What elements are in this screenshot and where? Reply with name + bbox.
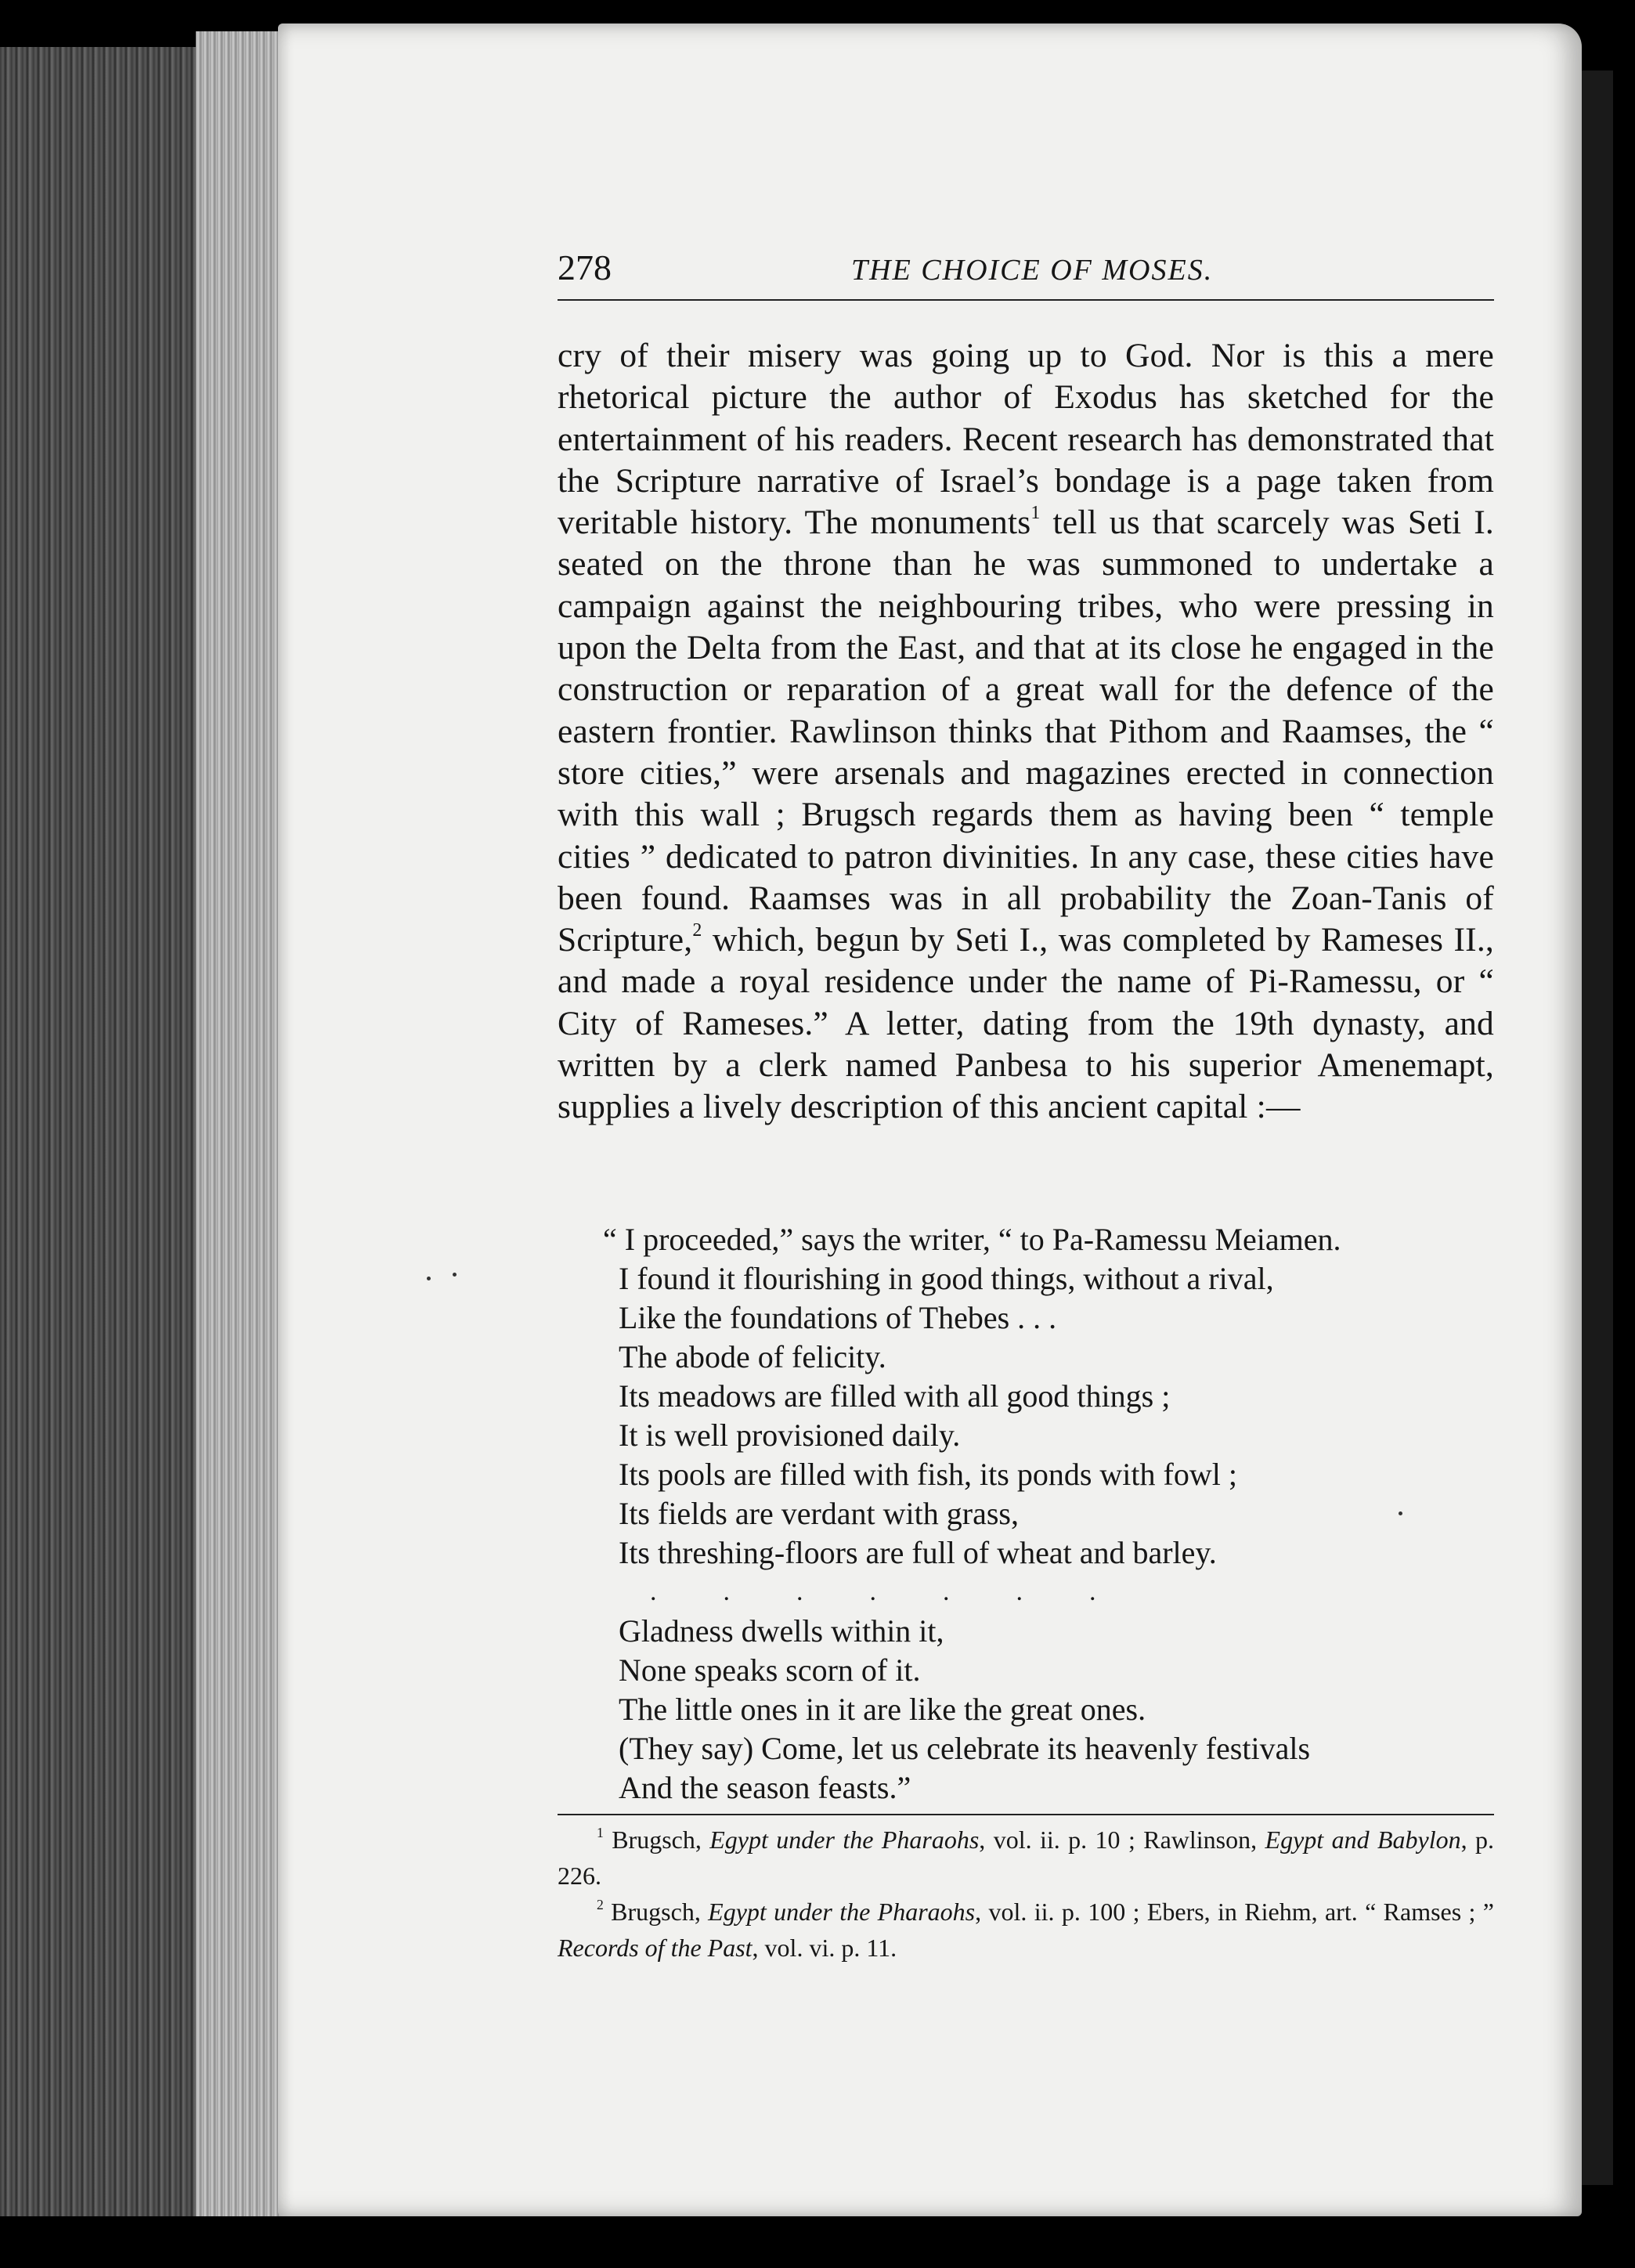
facing-page-edge xyxy=(1582,70,1613,2185)
footnote-text: , vol. vi. p. 11. xyxy=(752,1934,897,1962)
footnote-text: Brugsch, xyxy=(603,1826,710,1854)
footnote-1 xyxy=(558,1822,1494,1894)
header-rule xyxy=(558,299,1494,301)
poem-line: The little ones in it are like the great ones. xyxy=(619,1692,1146,1727)
footnote-ref-1[interactable]: 1 xyxy=(1030,503,1041,524)
footnote-text: , p. 226. xyxy=(558,1826,1495,1890)
footnote-mark: 1 xyxy=(597,1824,604,1840)
body-text-part: tell us that scarcely was Seti I. seated on the throne than he was summoned to undertake a campaign against the neighbouring tribes, who were pressing in upon the Delta from the East, and that at its close he engaged in the construction or reparation of a great wall for the defence of the eastern frontier. Rawlinson thinks that Pithom and Raamses, the “ store cities,” were arsenals and magazines erected in connection with this wall ; Brugsch regards them as having been “ temple cities ” dedicated to patron divinities. In any case, these cities have been found. Raamses was in all probability the Zoan-Tanis of Scripture, xyxy=(558,504,1494,959)
poem-line: Its fields are verdant with grass, xyxy=(619,1496,1019,1531)
poem-line: The abode of felicity. xyxy=(619,1339,886,1374)
poem-line: And the season feasts.” xyxy=(619,1770,911,1805)
poem-line: It is well provisioned daily. xyxy=(619,1418,961,1453)
poem-line: “ I proceeded,” says the writer, “ to Pa-Ramessu Meiamen. xyxy=(603,1222,1341,1257)
page-number: 278 xyxy=(558,247,612,287)
footnote-text: , vol. ii. p. 100 ; Ebers, in Riehm, art. “ Ramses ; ” xyxy=(975,1898,1494,1926)
footnote-text: Brugsch, xyxy=(603,1898,709,1926)
poem-line: Its threshing-floors are full of wheat and barley. xyxy=(619,1535,1217,1570)
footnote-mark: 2 xyxy=(597,1896,604,1912)
paper-speck xyxy=(1399,1511,1402,1515)
poem-line: Gladness dwells within it, xyxy=(619,1613,944,1649)
footnote-ref-2[interactable]: 2 xyxy=(692,920,702,941)
footnote-title: Egypt and Babylon xyxy=(1265,1826,1461,1854)
poem-line: (They say) Come, let us celebrate its heavenly festivals xyxy=(619,1731,1311,1766)
poem-line: Its pools are filled with fish, its ponds with fowl ; xyxy=(619,1457,1237,1492)
quoted-poem xyxy=(603,1220,1480,1808)
body-text-part: cry of their misery was going up to God. Nor is this a mere rhetorical picture the author of Exodus has sketched for the entertainment of his readers. Recent research has demonstrated that the Scripture narrative of Israel’s bondage is a page taken from veritable history. The monuments xyxy=(558,337,1494,542)
footnote-title: Egypt under the Pharaohs xyxy=(709,1826,980,1854)
footnote-rule xyxy=(558,1814,1494,1815)
footnote-title: Egypt under the Pharaohs xyxy=(708,1898,976,1926)
body-text-part: which, begun by Seti I., was completed by Rameses II., and made a royal residence under the name of Pi-Ramessu, or “ City of Rameses.” A letter, dating from the 19th dynasty, and written by a clerk named Panbesa to his superior Amenemapt, supplies a lively description of this ancient capital :— xyxy=(558,921,1494,1126)
footnote-text: , vol. ii. p. 10 ; Rawlinson, xyxy=(979,1826,1265,1854)
footnote-2 xyxy=(558,1894,1494,1966)
poem-line: I found it flourishing in good things, without a rival, xyxy=(619,1261,1274,1296)
poem-ellipsis: . . . . . . . xyxy=(650,1577,1096,1606)
body-paragraph xyxy=(558,335,1494,1129)
footnotes xyxy=(558,1822,1494,1966)
poem-line: None speaks scorn of it. xyxy=(619,1652,921,1688)
book-page-edges-light xyxy=(196,31,290,2216)
poem-line: Its meadows are filled with all good things ; xyxy=(619,1378,1171,1414)
footnote-title: Records of the Past xyxy=(558,1934,753,1962)
paper-speck xyxy=(427,1277,431,1280)
running-title: THE CHOICE OF MOSES. xyxy=(851,254,1214,287)
paper-speck xyxy=(453,1273,457,1277)
poem-line: Like the foundations of Thebes . . . xyxy=(619,1300,1057,1335)
page-header xyxy=(558,247,1494,297)
